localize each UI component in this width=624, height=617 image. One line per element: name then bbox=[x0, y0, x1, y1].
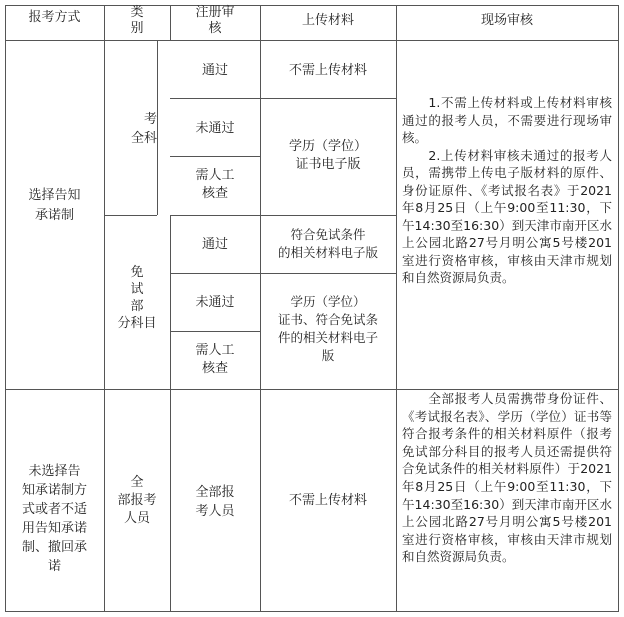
upload-diploma-electronic: 学历（学位） 证书电子版 bbox=[288, 139, 367, 172]
review-pass-2: 通过 bbox=[201, 237, 228, 252]
upload-exemption-electronic: 符合免试条件 的相关材料电子版 bbox=[277, 227, 378, 260]
col-line-2-partial bbox=[170, 215, 171, 611]
upload-not-required-1: 不需上传材料 bbox=[288, 63, 367, 78]
header-method: 报考方式 bbox=[28, 10, 81, 25]
review-divider-5 bbox=[170, 331, 260, 332]
review-fail-1: 未通过 bbox=[195, 121, 235, 136]
review-manual-1: 需人工 核查 bbox=[195, 168, 235, 201]
onsite-review-all: 全部报考人员需携带身份证件、《考试报名表》、学历（学位）证书等符合报考条件的相关材料原件（报考免试部分科目的报考人员还需提供符合免试条件的相关材料原件）于2021年8月25日（上午9:00至11:30，下午14:30至16:30）到天津市南开区水上公园北路27号月明公寓5号楼201室进行资格审核，审核由天津市规划和自然资源局负责。 bbox=[402, 391, 612, 565]
header-onsite-review: 现场审核 bbox=[480, 13, 533, 28]
col-line-3 bbox=[260, 5, 261, 611]
review-divider-1 bbox=[170, 98, 396, 99]
review-divider-3 bbox=[170, 215, 396, 216]
review-all-candidates: 全部报 考人员 bbox=[195, 485, 235, 519]
border-bottom bbox=[5, 611, 619, 612]
review-divider-2 bbox=[170, 156, 260, 157]
header-registration-review: 注册审 核 bbox=[195, 5, 235, 36]
upload-diploma-exemption-electronic: 学历（学位） 证书、符合免试条 件的相关材料电子 版 bbox=[277, 294, 378, 363]
border-right bbox=[618, 5, 619, 611]
review-manual-2: 需人工 核查 bbox=[195, 343, 235, 376]
onsite-review-commitment: 1.不需上传材料或上传材料审核通过的报考人员，不需要进行现场审核。 2.上传材料审核未通过的报考人员，需携带上传电子版材料的原件、身份证原件、《考试报名表》于2021年8月25日（上午9:00至11:30，下午14:30至16:30）到天津市南开区水上公园北路27号月明公寓5号楼201室进行资格审核，审核由天津市规划和自然资源局负责。 bbox=[402, 95, 612, 285]
method-no-commitment: 未选择告 知承诺制方 式或者不适 用告知承诺 制、撤回承 诺 bbox=[21, 464, 87, 574]
review-divider-4 bbox=[170, 273, 396, 274]
method-commitment: 选择告知 承诺制 bbox=[28, 188, 81, 223]
col-line-2-full bbox=[157, 40, 158, 215]
upload-not-required-2: 不需上传材料 bbox=[288, 493, 367, 508]
category-all-candidates: 全 部报考 人员 bbox=[117, 475, 157, 526]
header-category: 类 别 bbox=[130, 5, 144, 36]
border-top bbox=[5, 5, 619, 6]
review-pass-1: 通过 bbox=[201, 63, 228, 78]
header-divider bbox=[5, 40, 619, 41]
category-full-subjects: 考 全科 bbox=[130, 112, 157, 146]
cat-divider bbox=[104, 215, 157, 216]
header-upload: 上传材料 bbox=[301, 13, 354, 28]
category-partial-exempt: 免 试 部 分科目 bbox=[117, 265, 157, 331]
col-line-4 bbox=[396, 5, 397, 611]
review-fail-2: 未通过 bbox=[195, 295, 235, 310]
